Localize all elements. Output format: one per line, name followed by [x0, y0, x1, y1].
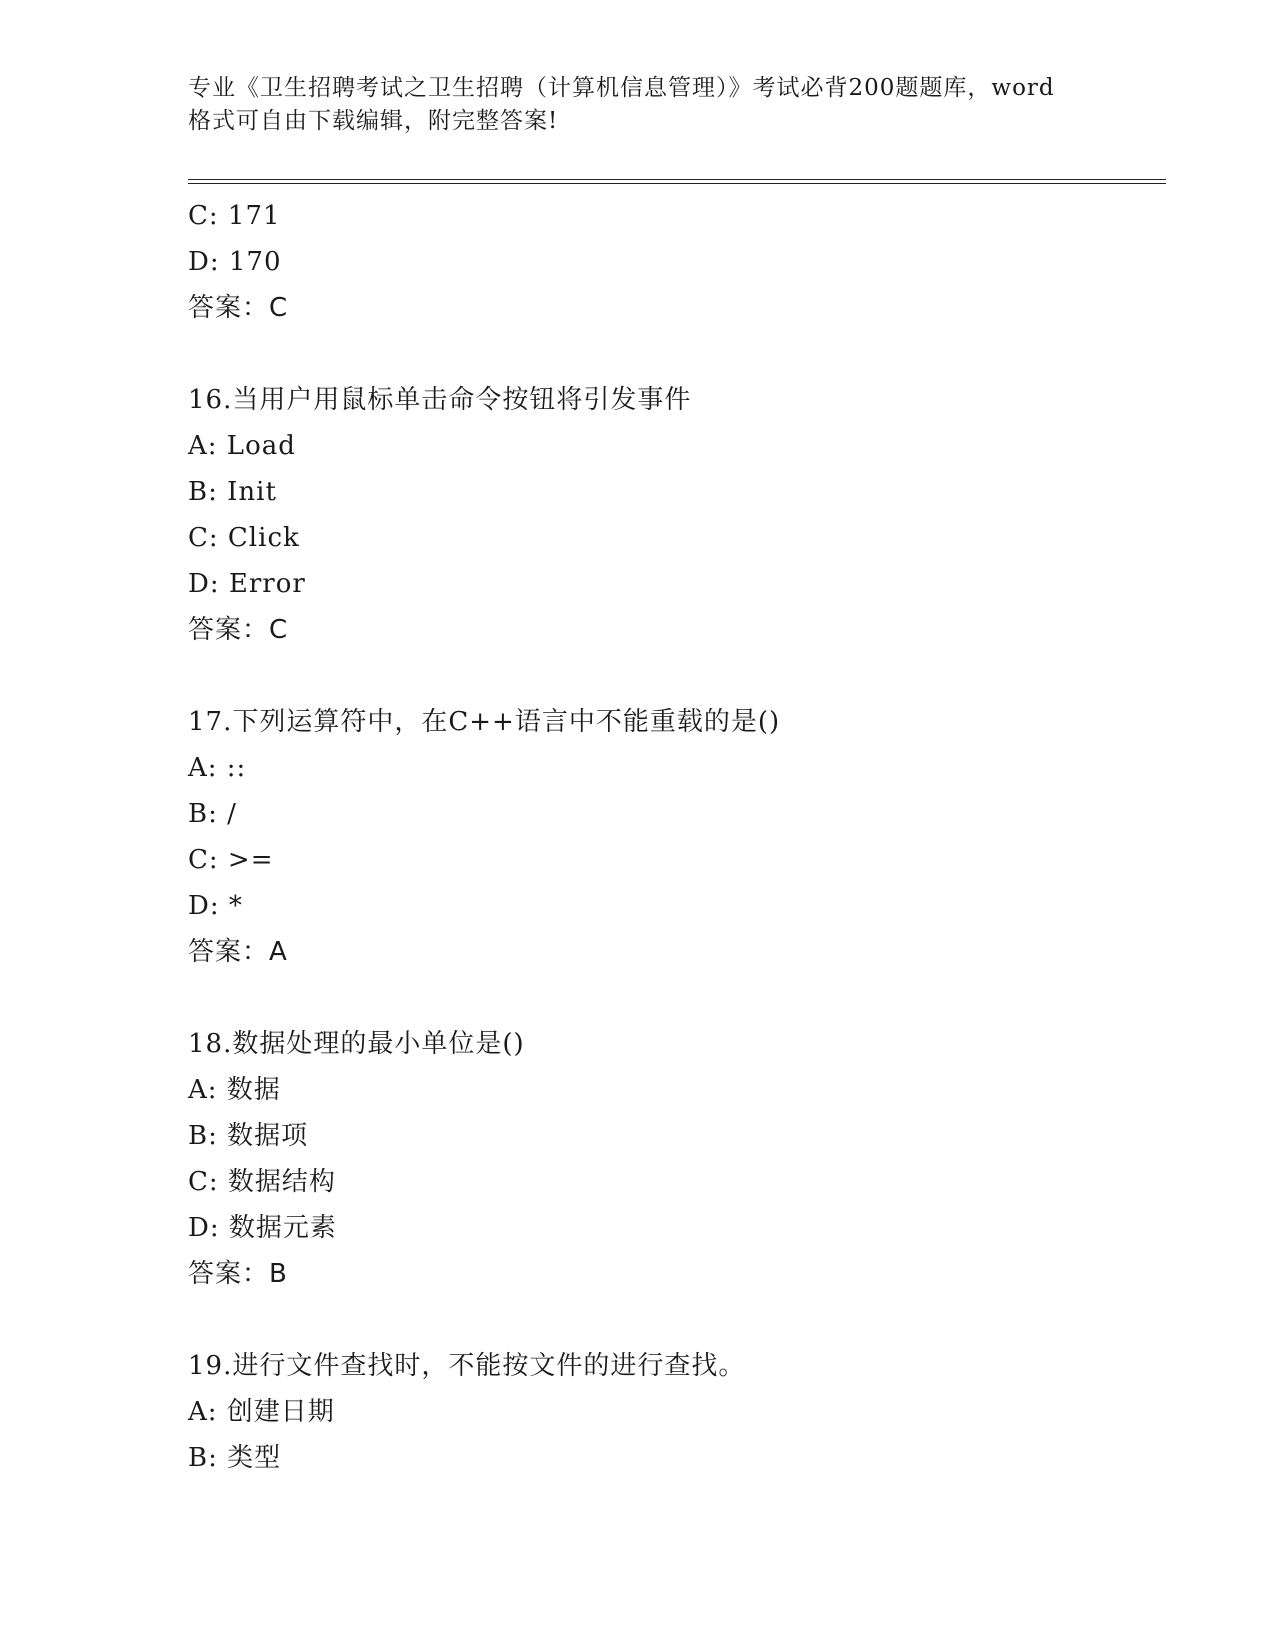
answer: 答案：A: [188, 937, 288, 967]
option-c: C: >=: [188, 845, 274, 875]
option-c: C: 171: [188, 201, 281, 231]
question-text: 19.进行文件查找时，不能按文件的进行查找。: [188, 1351, 746, 1381]
spacer: [188, 1297, 1166, 1343]
header-line-1: 专业《卫生招聘考试之卫生招聘（计算机信息管理）》考试必背200题题库，word: [188, 75, 1055, 101]
answer: 答案：C: [188, 293, 289, 323]
question-text: 16.当用户用鼠标单击命令按钮将引发事件: [188, 385, 692, 415]
option-a: A: 数据: [188, 1075, 281, 1105]
answer: 答案：B: [188, 1259, 288, 1289]
option-a: A: Load: [188, 431, 296, 461]
option-a: A: 创建日期: [188, 1397, 335, 1427]
header-line-2: 格式可自由下载编辑，附完整答案!: [188, 108, 559, 134]
option-b: B: 类型: [188, 1443, 282, 1473]
option-b: B: /: [188, 799, 237, 829]
document-header: [188, 72, 1088, 138]
question-18: [188, 1021, 1166, 1297]
question-fragment: [188, 193, 1166, 331]
option-c: C: 数据结构: [188, 1167, 336, 1197]
spacer: [188, 653, 1166, 699]
question-17: [188, 699, 1166, 975]
option-d: D: 数据元素: [188, 1213, 337, 1243]
question-16: [188, 377, 1166, 653]
option-d: D: Error: [188, 569, 306, 599]
option-d: D: 170: [188, 247, 282, 277]
answer: 答案：C: [188, 615, 289, 645]
option-b: B: Init: [188, 477, 277, 507]
option-d: D: *: [188, 891, 243, 921]
option-c: C: Click: [188, 523, 300, 553]
header-divider: [188, 179, 1166, 184]
question-list: [188, 193, 1166, 1481]
option-b: B: 数据项: [188, 1121, 309, 1151]
question-19: [188, 1343, 1166, 1481]
option-a: A: ::: [188, 753, 247, 783]
spacer: [188, 331, 1166, 377]
question-text: 18.数据处理的最小单位是(): [188, 1029, 525, 1059]
spacer: [188, 975, 1166, 1021]
question-text: 17.下列运算符中，在C++语言中不能重载的是(): [188, 707, 781, 737]
